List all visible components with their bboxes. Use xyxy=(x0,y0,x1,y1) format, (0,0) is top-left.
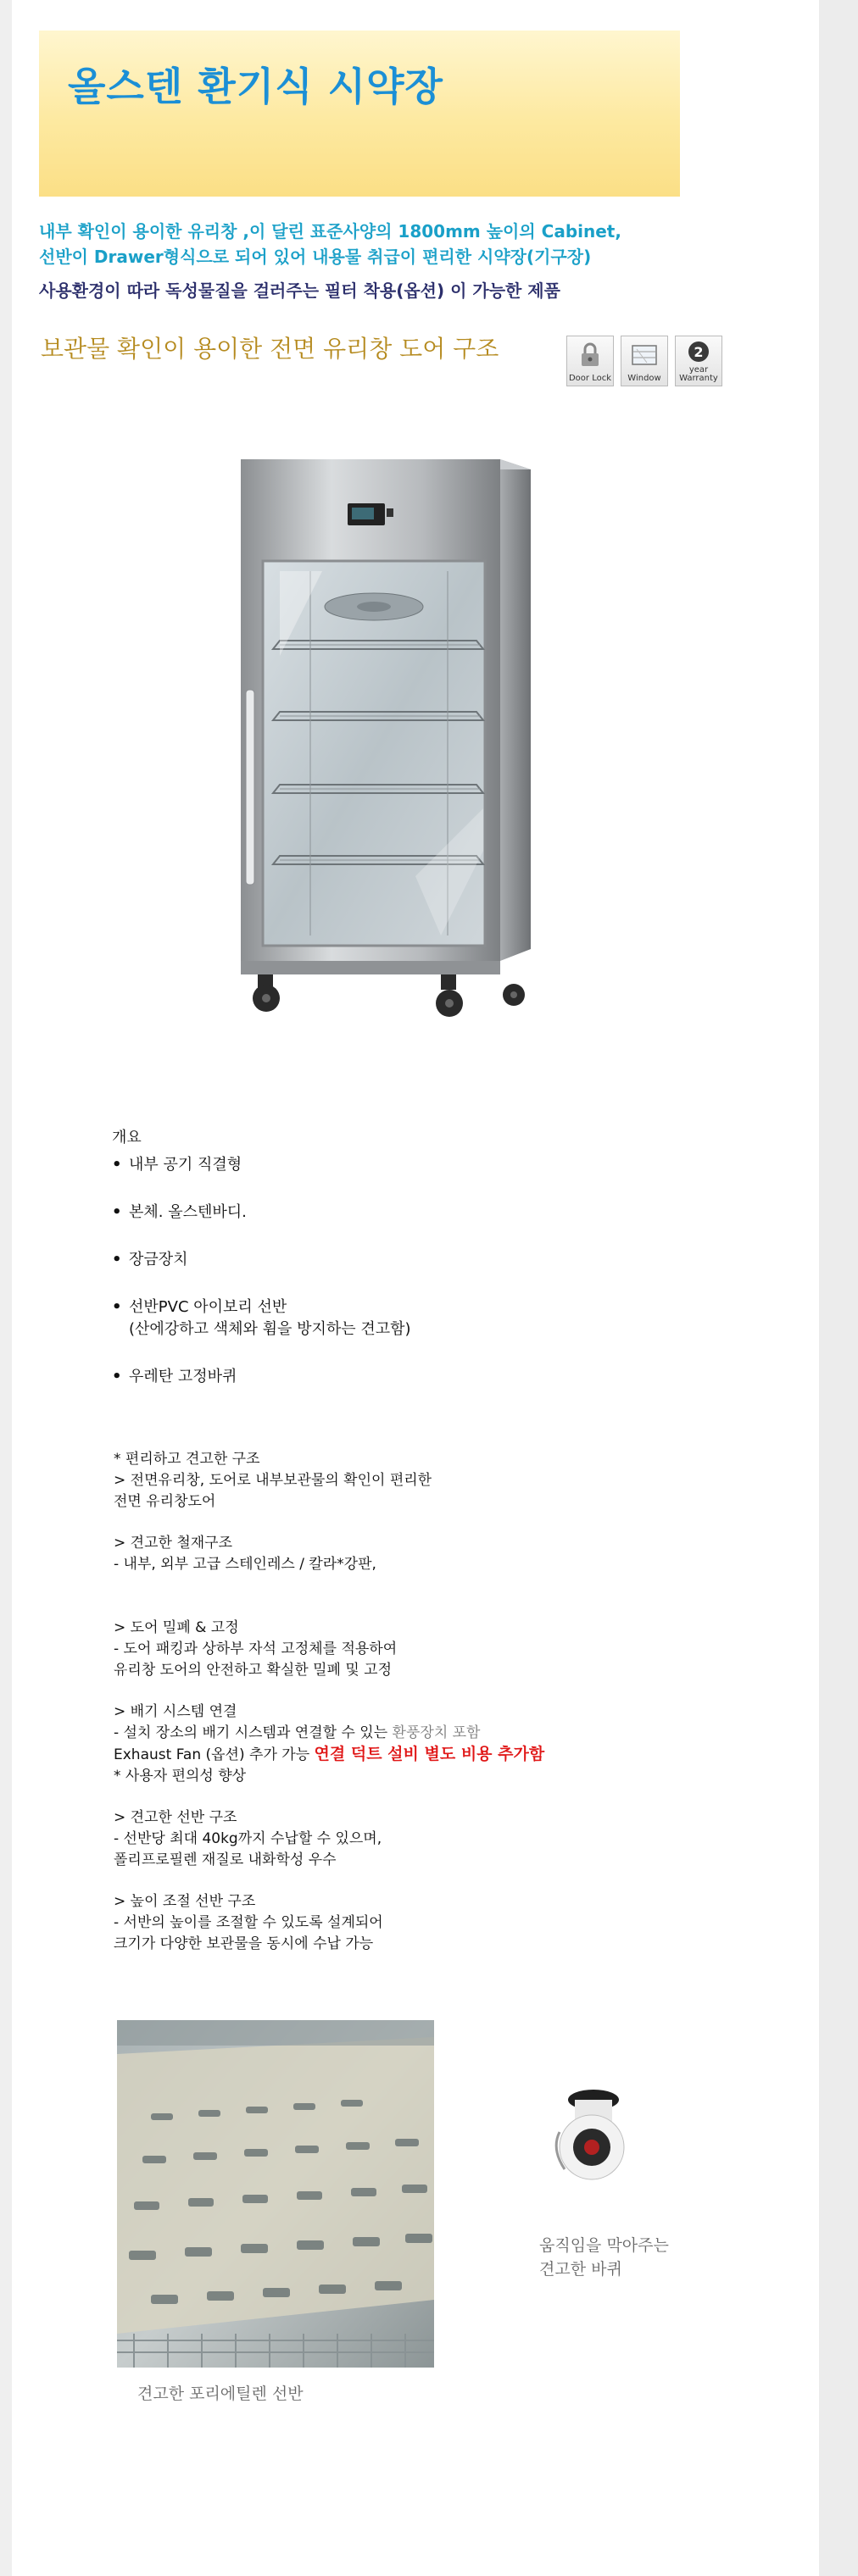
overview-item-text: 우레탄 고정바퀴 xyxy=(129,1368,237,1385)
detail-line: - 선반당 최대 40kg까지 수납할 수 있으며, xyxy=(114,1830,382,1847)
overview-item xyxy=(112,1296,705,1341)
wheel-caption-line: 움직임을 막아주는 xyxy=(539,2236,669,2255)
intro-text xyxy=(39,219,751,303)
warranty-2year-icon xyxy=(686,336,711,366)
detail-line: 폴리프로필렌 재질로 내화학성 우수 xyxy=(114,1852,337,1868)
detail-highlight-gray: 환풍장치 포함 xyxy=(392,1724,481,1741)
detail-line: > 견고한 철재구조 xyxy=(114,1535,233,1552)
window-badge xyxy=(621,336,668,386)
wheel-caption xyxy=(539,2234,669,2281)
intro-line-3: 사용환경이 따라 독성물질을 걸러주는 필터 착용(옵션) 이 가능한 제품 xyxy=(39,280,560,301)
detail-line: > 견고한 선반 구조 xyxy=(114,1809,237,1826)
wheel-photo xyxy=(543,2081,644,2191)
bullet-icon: • xyxy=(112,1156,122,1174)
detail-line: - 내부, 외부 고급 스테인레스 / 칼라*강판, xyxy=(114,1556,376,1573)
bullet-icon: • xyxy=(112,1203,122,1221)
intro-line-1: 내부 확인이 용이한 유리창 ,이 달린 표준사양의 1800mm 높이의 Cabinet, xyxy=(39,221,621,242)
detail-warning-red: 연결 덕트 설비 별도 비용 추가함 xyxy=(314,1745,545,1763)
detail-block-exhaust xyxy=(114,1702,724,1787)
detail-line: > 배기 시스템 연결 xyxy=(114,1703,237,1720)
detail-block-adjustable xyxy=(114,1891,724,1955)
cabinet-image xyxy=(229,452,551,1035)
warranty-label: year Warranty xyxy=(679,365,718,383)
bullet-icon: • xyxy=(112,1298,122,1316)
overview-item xyxy=(112,1249,705,1271)
padlock-icon xyxy=(579,336,601,374)
overview-item-text: 내부 공기 직결형 xyxy=(129,1156,242,1174)
feature-badges xyxy=(566,336,722,386)
detail-line: * 사용자 편의성 향상 xyxy=(114,1768,247,1785)
detail-line: > 도어 밀폐 & 고정 xyxy=(114,1619,239,1636)
shelf-photo xyxy=(117,2020,434,2368)
window-icon xyxy=(630,336,659,374)
overview-item xyxy=(112,1202,705,1224)
detail-line: 크기가 다양한 보관물을 동시에 수납 가능 xyxy=(114,1935,374,1952)
detail-text: - 설치 장소의 배기 시스템과 연결할 수 있는 xyxy=(114,1724,393,1741)
warranty-number: 2 xyxy=(694,343,704,360)
overview-title: 개요 xyxy=(112,1129,142,1146)
shelf-caption: 견고한 포리에틸렌 선반 xyxy=(137,2384,304,2403)
page-title: 올스텐 환기식 시약장 xyxy=(68,64,443,109)
detail-line: 유리창 도어의 안전하고 확실한 밀폐 및 고정 xyxy=(114,1662,393,1679)
detail-line: > 높이 조절 선반 구조 xyxy=(114,1893,256,1910)
detail-block-steel xyxy=(114,1533,724,1575)
warranty-badge xyxy=(675,336,722,386)
feature-heading: 보관물 확인이 용이한 전면 유리창 도어 구조 xyxy=(41,335,499,363)
title-banner xyxy=(39,31,680,197)
detail-line: > 전면유리창, 도어로 내부보관물의 확인이 편리한 xyxy=(114,1472,432,1489)
detail-line: - 도어 패킹과 상하부 자석 고정체를 적용하여 xyxy=(114,1641,398,1657)
detail-line: - 서반의 높이를 조절할 수 있도록 설계되어 xyxy=(114,1914,383,1931)
detail-line: 전면 유리창도어 xyxy=(114,1493,216,1510)
detail-text: Exhaust Fan (옵션) 추가 가능 xyxy=(114,1746,315,1763)
door-lock-badge xyxy=(566,336,614,386)
overview-section xyxy=(112,1127,705,1413)
overview-item-text: 선반PVC 아이보리 선반 xyxy=(129,1298,287,1316)
overview-item-text: 본체. 올스텐바디. xyxy=(129,1203,247,1221)
wheel-caption-line: 견고한 바퀴 xyxy=(539,2260,622,2279)
detail-line xyxy=(114,1723,724,1744)
intro-line-2: 선반이 Drawer형식으로 되어 있어 내용물 취급이 편리한 시약장(기구장) xyxy=(39,247,592,267)
door-lock-label: Door Lock xyxy=(568,374,612,383)
detail-block-shelf xyxy=(114,1807,724,1871)
detail-block-structure xyxy=(114,1449,724,1513)
bullet-icon: • xyxy=(112,1251,122,1269)
detail-block-door-seal xyxy=(114,1618,724,1681)
overview-item xyxy=(112,1154,705,1176)
overview-item-subtext: (산에강하고 색체와 휨을 방지하는 견고함) xyxy=(129,1320,411,1338)
right-margin-strip xyxy=(819,0,858,2576)
window-label: Window xyxy=(627,374,661,383)
overview-item xyxy=(112,1366,705,1388)
detail-line: * 편리하고 견고한 구조 xyxy=(114,1451,260,1468)
details-section xyxy=(114,1449,724,1975)
overview-item-text: 장금장치 xyxy=(129,1251,188,1269)
detail-line xyxy=(114,1744,724,1766)
bullet-icon: • xyxy=(112,1368,122,1385)
